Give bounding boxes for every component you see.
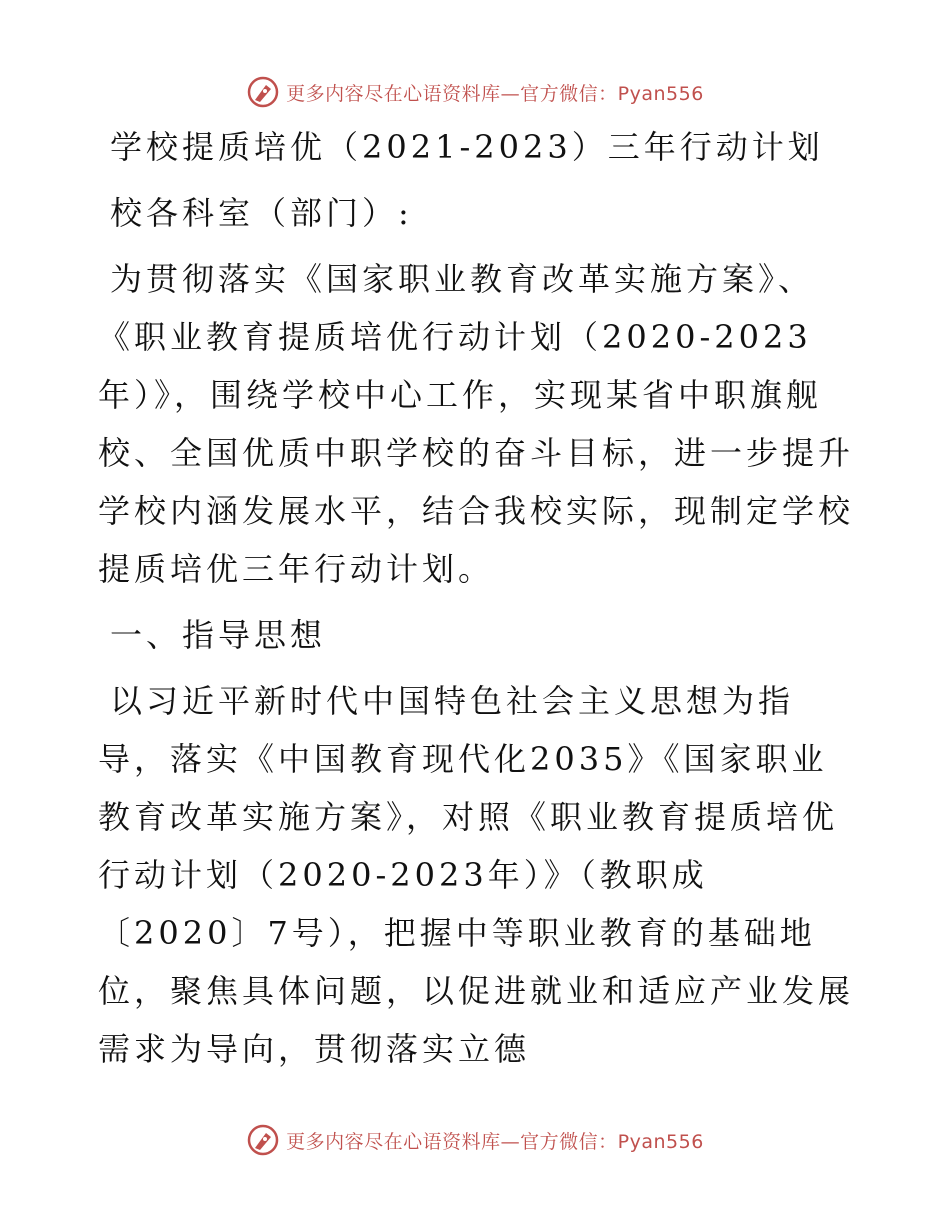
document-body <box>98 118 858 1078</box>
intro-paragraph: 为贯彻落实《国家职业教育改革实施方案》、《职业教育提质培优行动计划（2020-2023年）》，围绕学校中心工作，实现某省中职旗舰校、全国优质中职学校的奋斗目标，进一步提升学校内涵发展水平，结合我校实际，现制定学校提质培优三年行动计划。 <box>98 260 855 588</box>
section-heading: 一、指导思想 <box>110 616 327 654</box>
watermark-text: 更多内容尽在心语资料库—官方微信：Pyan556 <box>286 82 704 105</box>
footer-watermark <box>0 1118 950 1162</box>
pen-nib-seal-icon <box>246 75 280 109</box>
document-salutation: 校各科室（部门）: <box>110 194 413 232</box>
watermark-text: 更多内容尽在心语资料库—官方微信：Pyan556 <box>286 1130 704 1153</box>
document-title: 学校提质培优（2021-2023）三年行动计划 <box>110 128 824 166</box>
pen-nib-seal-icon <box>246 1123 280 1157</box>
section-paragraph: 以习近平新时代中国特色社会主义思想为指导，落实《中国教育现代化2035》《国家职业教育改革实施方案》，对照《职业教育提质培优行动计划（2020-2023年）》（教职成〔2020〕7号），把握中等职业教育的基础地位，聚焦具体问题，以促进就业和适应产业发展需求为导向，贯彻落实立德 <box>98 682 855 1068</box>
header-watermark <box>0 70 950 114</box>
